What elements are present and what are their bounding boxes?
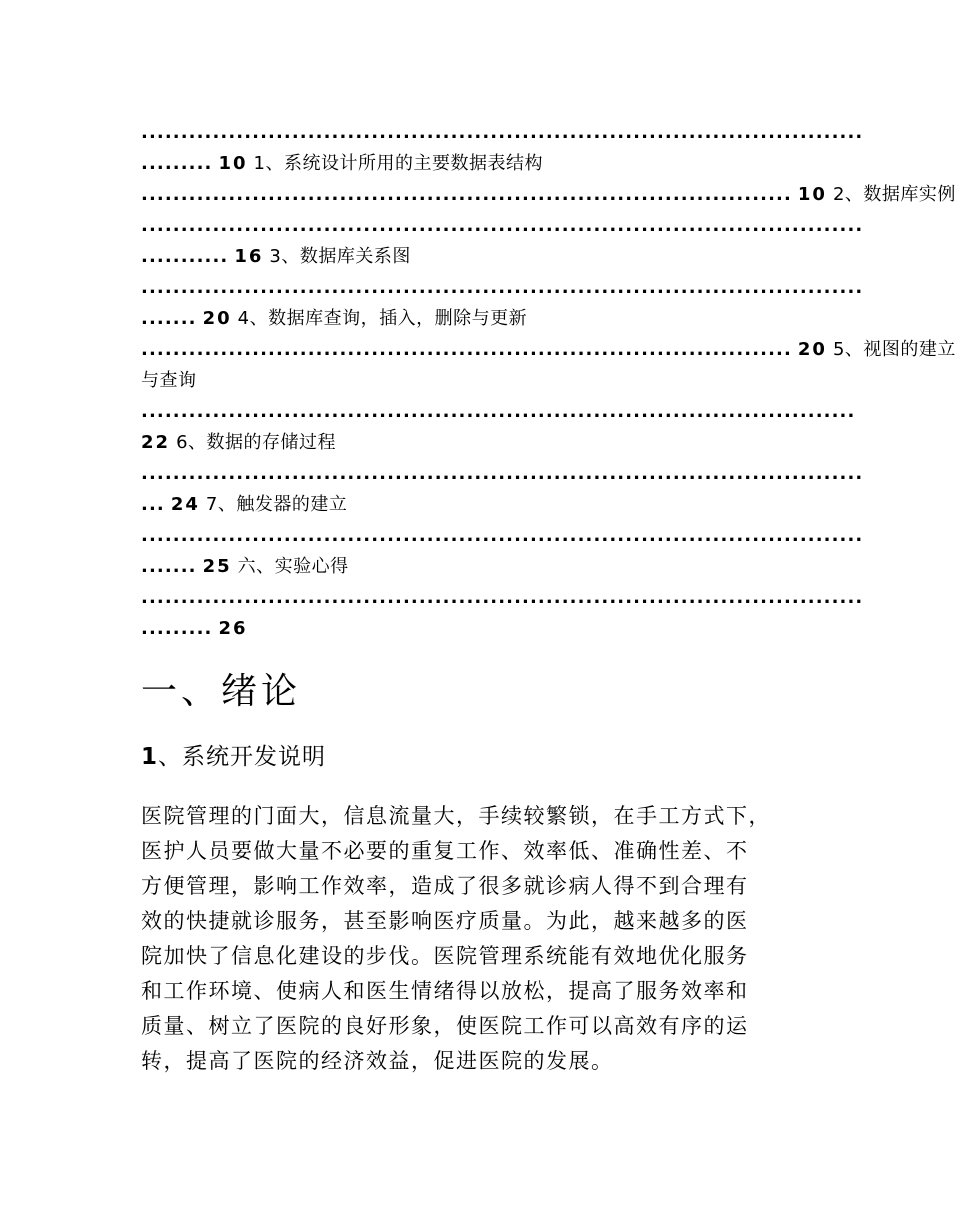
toc-page-number: 26 [218, 618, 248, 639]
toc-leader-dots: .......................................................................................... [141, 401, 856, 422]
toc-entry-title: 7、触发器的建立 [205, 494, 348, 515]
toc-leader-dots: ........................................................................................... [141, 215, 864, 236]
paragraph-line: 方便管理，影响工作效率，造成了很多就诊病人得不到合理有 [141, 874, 749, 898]
toc-page-number: 25 [202, 556, 232, 577]
toc-leader-dots: ........... [141, 246, 229, 267]
toc-line [141, 148, 813, 179]
toc-leader-dots: ........................................................................................... [141, 122, 864, 143]
toc-entry-title: 3、数据库关系图 [269, 246, 411, 267]
toc-page-number: 22 [141, 432, 171, 453]
paragraph-line: 效的快捷就诊服务，甚至影响医疗质量。为此，越来越多的医 [141, 909, 749, 933]
body-paragraph [141, 799, 821, 1079]
toc-line [141, 551, 813, 582]
toc-line [141, 272, 864, 303]
toc-line [141, 365, 813, 396]
toc-entry-title: 6、数据的存储过程 [176, 432, 337, 453]
paragraph-line: 质量、树立了医院的良好形象，使医院工作可以高效有序的运 [141, 1014, 749, 1038]
toc-entry-title: 2、数据库实例 [832, 184, 956, 205]
paragraph-line: 院加快了信息化建设的步伐。医院管理系统能有效地优化服务 [141, 944, 749, 968]
toc-entry-title: 六、实验心得 [237, 556, 349, 577]
toc-page-number: 24 [170, 494, 200, 515]
toc-leader-dots: ........................................................................................... [141, 587, 864, 608]
toc-leader-dots: ........................................................................................... [141, 277, 864, 298]
toc-line [141, 582, 864, 613]
toc-leader-dots: ... [141, 494, 165, 515]
chapter-heading: 一、绪论 [141, 671, 302, 712]
toc-line [141, 458, 864, 489]
paragraph-line: 转，提高了医院的经济效益，促进医院的发展。 [141, 1049, 614, 1073]
toc-entry-title: 5、视图的建立 [832, 339, 956, 360]
toc-line [141, 396, 856, 427]
toc-leader-dots: .................................................................................. [141, 184, 792, 205]
toc-line [141, 241, 813, 272]
toc-line [141, 210, 864, 241]
toc-line [141, 117, 864, 148]
toc-page-number: 16 [234, 246, 264, 267]
toc-line [141, 427, 813, 458]
paragraph-line: 和工作环境、使病人和医生情绪得以放松，提高了服务效率和 [141, 979, 749, 1003]
toc-line [141, 303, 813, 334]
toc-line [141, 179, 956, 210]
toc-entry-title: 4、数据库查询，插入，删除与更新 [237, 308, 528, 329]
toc-leader-dots: ....... [141, 308, 197, 329]
toc-line [141, 489, 813, 520]
toc-leader-dots: ........................................................................................... [141, 463, 864, 484]
toc-line [141, 520, 864, 551]
toc-page-number: 20 [797, 339, 827, 360]
section-heading [141, 739, 326, 775]
toc-leader-dots: .................................................................................. [141, 339, 792, 360]
toc-leader-dots: ....... [141, 556, 197, 577]
toc-line [141, 613, 813, 644]
toc-leader-dots: ......... [141, 618, 213, 639]
toc-leader-dots: ......... [141, 153, 213, 174]
toc-leader-dots: ........................................................................................... [141, 525, 864, 546]
toc-entry-title: 1、系统设计所用的主要数据表结构 [253, 153, 543, 174]
paragraph-line: 医护人员要做大量不必要的重复工作、效率低、准确性差、不 [141, 839, 749, 863]
toc-page-number: 10 [797, 184, 827, 205]
toc-line [141, 334, 956, 365]
section-number: 1 [141, 744, 159, 770]
toc-page-number: 20 [202, 308, 232, 329]
table-of-contents [141, 117, 956, 644]
section-title: 、系统开发说明 [158, 744, 327, 770]
toc-page-number: 10 [218, 153, 248, 174]
toc-entry-title: 与查询 [141, 370, 197, 391]
paragraph-line: 医院管理的门面大，信息流量大，手续较繁锁，在手工方式下， [141, 804, 771, 828]
